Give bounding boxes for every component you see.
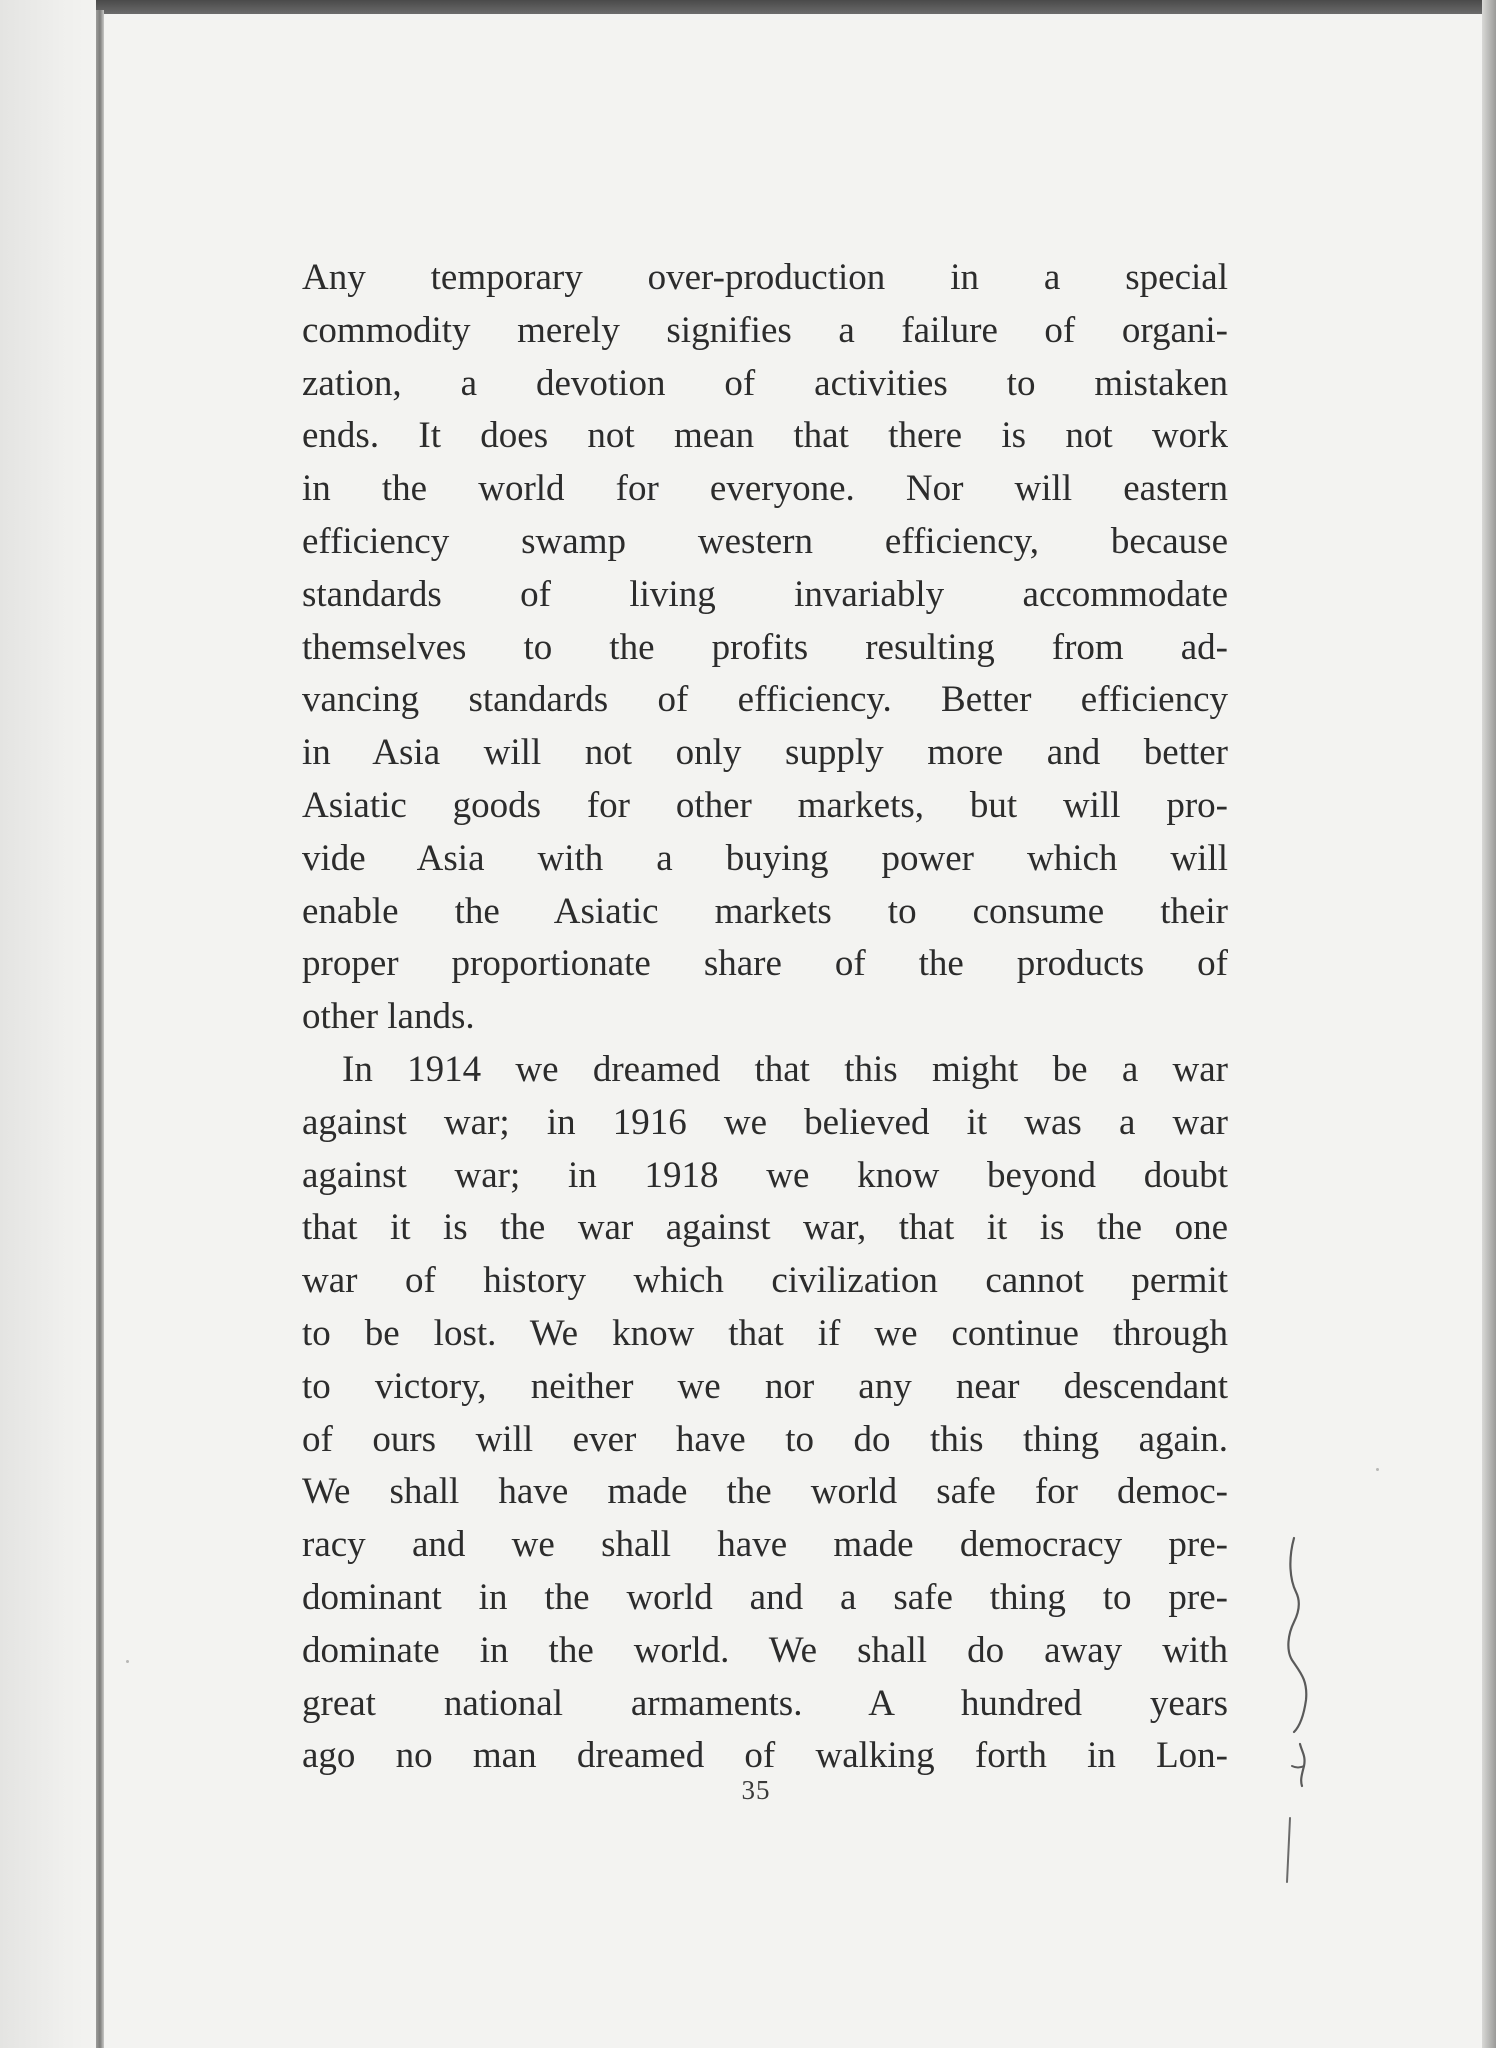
text-line: against war; in 1916 we believed it was a war bbox=[302, 1101, 1228, 1143]
text-line: themselves to the profits resulting from ad- bbox=[302, 626, 1228, 668]
paragraph-1 bbox=[302, 252, 1228, 1044]
text-line: dominate in the world. We shall do away with bbox=[302, 1629, 1228, 1671]
text-line: ago no man dreamed of walking forth in Lon- bbox=[302, 1735, 1228, 1777]
page-right-edge bbox=[1482, 0, 1496, 2048]
text-line: efficiency swamp western efficiency, because bbox=[302, 520, 1228, 562]
text-line: In 1914 we dreamed that this might be a war bbox=[342, 1048, 1228, 1090]
text-line: ends. It does not mean that there is not work bbox=[302, 415, 1228, 457]
text-line: to be lost. We know that if we continue through bbox=[302, 1312, 1228, 1354]
page-number: 35 bbox=[741, 1775, 771, 1805]
text-line: Any temporary over-production in a special bbox=[302, 257, 1228, 298]
text-line: standards of living invariably accommodate bbox=[302, 573, 1228, 615]
binding-shadow bbox=[0, 0, 96, 2048]
page-top-edge bbox=[0, 0, 1496, 14]
text-line: dominant in the world and a safe thing to pre- bbox=[302, 1576, 1228, 1618]
text-line: against war; in 1918 we know beyond doubt bbox=[302, 1154, 1228, 1196]
body-text bbox=[302, 252, 1228, 1783]
text-line: enable the Asiatic markets to consume their bbox=[302, 890, 1228, 932]
binding-gutter bbox=[96, 10, 104, 2048]
text-line: that it is the war against war, that it is the one bbox=[302, 1207, 1228, 1249]
text-line: racy and we shall have made democracy pre- bbox=[302, 1524, 1228, 1566]
text-line: of ours will ever have to do this thing again. bbox=[302, 1418, 1228, 1460]
text-line: great national armaments. A hundred years bbox=[302, 1682, 1228, 1724]
text-line: zation, a devotion of activities to mistaken bbox=[302, 362, 1228, 404]
paragraph-2 bbox=[302, 1044, 1228, 1783]
text-line: war of history which civilization cannot permit bbox=[302, 1260, 1228, 1302]
text-line: in Asia will not only supply more and better bbox=[302, 732, 1228, 774]
text-line: to victory, neither we nor any near descendant bbox=[302, 1365, 1228, 1407]
text-line: commodity merely signifies a failure of organi- bbox=[302, 309, 1228, 351]
text-line: vancing standards of efficiency. Better efficiency bbox=[302, 679, 1228, 721]
text-line: proper proportionate share of the products of bbox=[302, 943, 1228, 985]
text-line: other lands. bbox=[302, 996, 475, 1038]
text-line: We shall have made the world safe for democ- bbox=[302, 1471, 1228, 1513]
pencil-margin-mark-icon bbox=[1270, 1530, 1330, 1890]
text-line: Asiatic goods for other markets, but will pro- bbox=[302, 784, 1228, 826]
text-line: in the world for everyone. Nor will eastern bbox=[302, 468, 1228, 510]
dust-speck bbox=[1376, 1468, 1379, 1471]
text-line: vide Asia with a buying power which will bbox=[302, 837, 1228, 879]
dust-speck bbox=[126, 1660, 129, 1663]
